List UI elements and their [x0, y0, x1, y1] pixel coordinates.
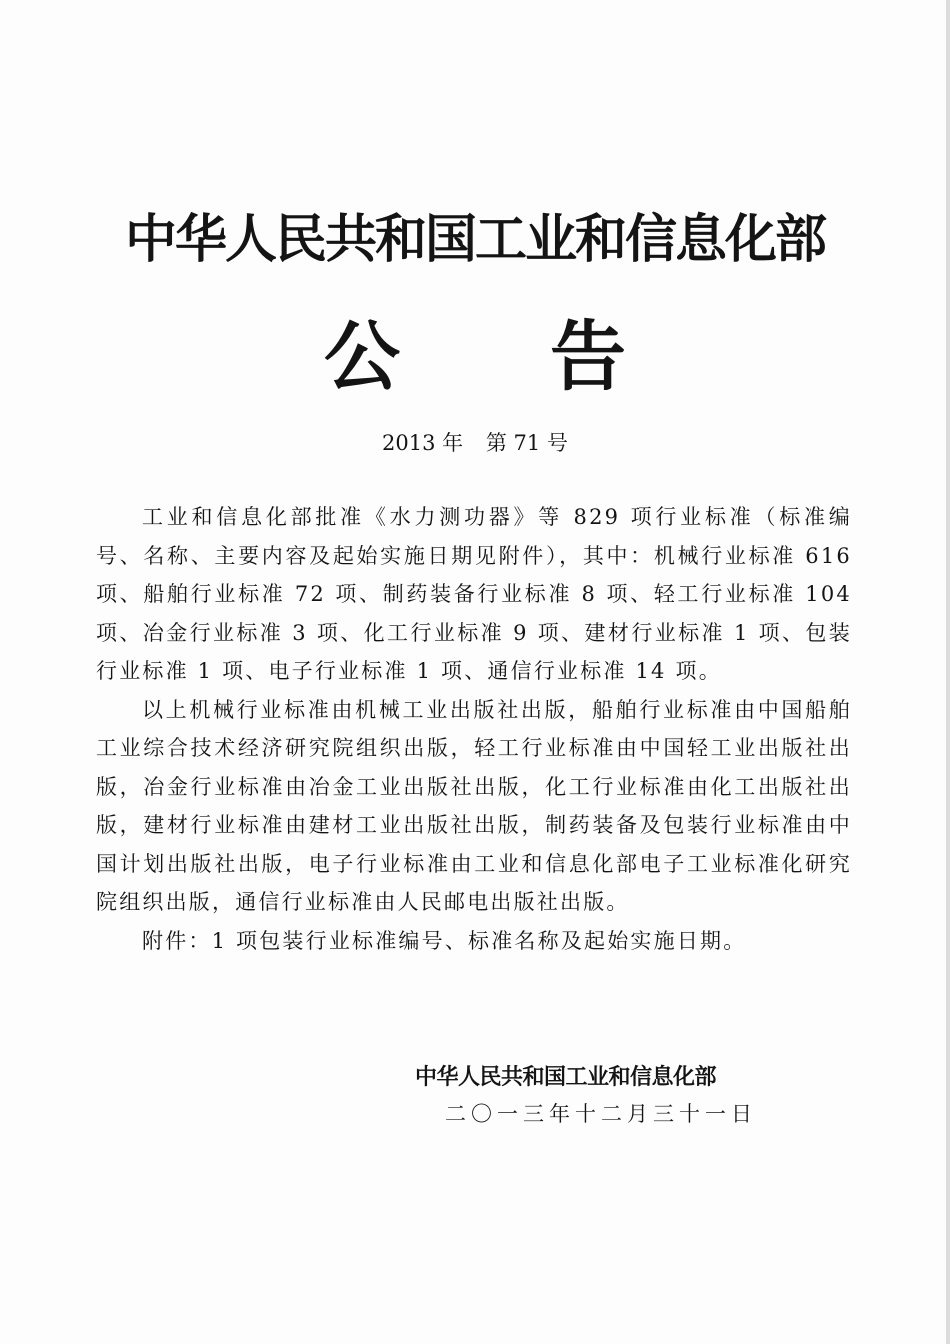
- document-year: 2013 年: [382, 431, 464, 455]
- document-type-heading: 公告: [324, 312, 776, 401]
- signature-block: [415, 1060, 835, 1132]
- body-paragraph-attachment: 附件：1 项包装行业标准编号、标准名称及起始实施日期。: [142, 928, 747, 953]
- signature-date: 二〇一三年十二月三十一日: [445, 1102, 757, 1126]
- announcement-number: 第 71 号: [485, 431, 568, 455]
- body-paragraph-publishers: 以上机械行业标准由机械工业出版社出版，船舶行业标准由中国船舶工业综合技术经济研究院组织出版，轻工行业标准由中国轻工业出版社出版，冶金行业标准由冶金工业出版社出版，化工行业标准由化工出版社出版，建材行业标准由建材工业出版社出版，制药装备及包装行业标准由中国计划出版社出版，电子行业标准由工业和信息化部电子工业标准化研究院组织出版，通信行业标准由人民邮电出版社出版。: [96, 697, 852, 914]
- document-number: [0, 428, 950, 458]
- issuer-title: 中华人民共和国工业和信息化部: [124, 210, 825, 270]
- announcement-body: [96, 498, 852, 960]
- signature-organization: 中华人民共和国工业和信息化部: [415, 1065, 717, 1090]
- body-paragraph-standards-list: 工业和信息化部批准《水力测功器》等 829 项行业标准（标准编号、名称、主要内容及起始实施日期见附件），其中：机械行业标准 616 项、船舶行业标准 72 项、制药装备行业标准 8 项、轻工行业标准 104 项、冶金行业标准 3 项、化工行业标准 9 项、建材行业标准 1 项、包装行业标准 1 项、电子行业标准 1 项、通信行业标准 14 项。: [96, 505, 852, 683]
- page-edge-shadow: [946, 0, 950, 1344]
